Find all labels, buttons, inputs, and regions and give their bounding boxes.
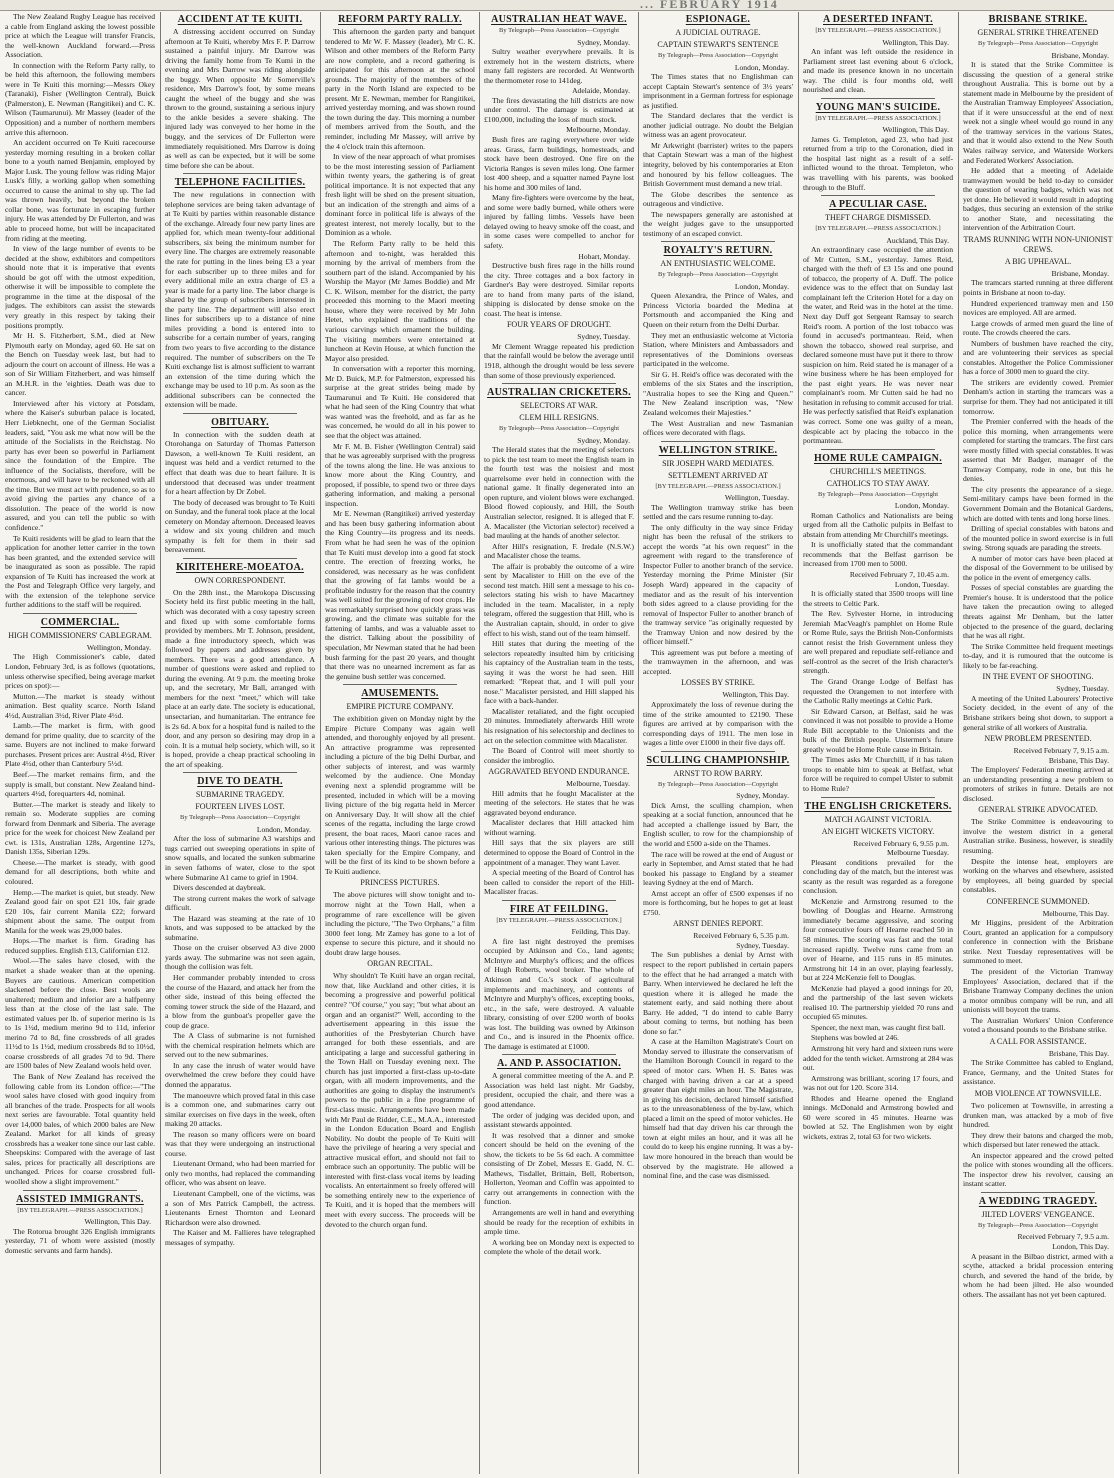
article-headline <box>484 1058 634 1070</box>
article-paragraph: The Sun publishes a denial by Arnst with respect to the report published in certain papers to the effect that he had arranged a match with Barry. When interviewed he declared he left the question where it is alleged he made the statement early, and said nothing there about Barry. He added, "I do intend to cable Barry about coming to terms, but nothing has been done so far." <box>643 950 793 1036</box>
article-paragraph: The new regulations in connection with telephone services are being taken advantage of at Te Kuiti by parties within reasonable distance of the exchange. Already four new party lines are applied for, which mean twenty-four additional subscribers, six being the minimum number for every line. The charges are extremely reasonable the rate for putting in the lines being £3 a year for each subscriber up to three miles and for every additional mile an extra charge of £3 a year is made for a party line. The labor charge is shared by the group of subscribers interested in the party line. The department will also erect lines for subscribers up to a distance of nine miles providing a bond is entered into to subscribe for a certain number of years, ranging from two years to five according to the distance required. The number of subscribers on the Te Kuiti exchange list is almost sufficient to warrant an extension of the time during which the exchange may be used to 10 p.m. As soon as the additional subscribers can be connected the extension will be made. <box>165 190 315 410</box>
article-separator <box>981 1192 1095 1193</box>
headline-text: ACCIDENT AT TE KUITI. <box>177 14 303 25</box>
article-paragraph: The Rev. Sylvester Horne, in introducing Jeremiah MacVeagh's pamphlet on Home Rule or Rome Rule, says the British Non-Conformists cannot resist the Irish Government unless they are well prepared and repudiate self-reliance and self-control as the secret of the Irish character's strength. <box>803 609 953 676</box>
headline-text: AUSTRALIAN HEAT WAVE. <box>491 14 627 25</box>
article-paragraph: Hill states that during the meeting of the selectors repeatedly insulted him by criticising his captaincy of the Australian team in the tests, saying it was the worst he had seen. Hill remarked: "Repeat that, and I will pull your nose." Macalister persisted, and Hill slapped his face with a back-hander. <box>484 639 634 706</box>
column-4 <box>484 12 634 1474</box>
dateline: Hobart, Monday. <box>578 251 630 261</box>
article-paragraph: Arrangements are well in hand and everything should be ready for the reception of exhibits in ample time. <box>484 1208 634 1237</box>
dateline: Sydney, Monday. <box>577 37 630 47</box>
article-paragraph: He added that a meeting of Adelaide tramwaymen would be held to-day to consider the question of wearing badges, which was not yet done. He believed it would result in adopting badges, thus securing an extension of the strike to another State, and necessitating the intervention of the Arbitration Court. <box>963 166 1113 233</box>
dateline: London, Monday. <box>734 281 789 291</box>
article-paragraph: The Strike Committee has cabled to England, France, Germany, and the United States for assistance. <box>963 1058 1113 1087</box>
article-paragraph: In connection with the Reform Party rally, to be held this afternoon, the following members were in Te Kuiti this morning:—Messrs Okey (Taranaki), Fisher (Wellington Central), Buick (Palmerston), E. Newman (Rangitikei) and C. K. Wilson (Taumarunui). Mr Massey (leader of the Opposition) and a number of northern members arrive this afternoon. <box>5 60 155 137</box>
article-headline <box>963 1196 1113 1208</box>
article-paragraph: Hill says that the six players are still determined to oppose the Board of Control in the appointment of a manager. They want Laver. <box>484 838 634 867</box>
article-paragraph: The Board of Control will meet shortly to consider the imbroglio. <box>484 746 634 765</box>
article-headline <box>643 445 793 457</box>
dateline: London, Monday. <box>256 824 311 834</box>
article-subheading: FOUR YEARS OF DROUGHT. <box>506 320 611 330</box>
article-paragraph: It is stated that the Strike Committee is discussing the question of a general strike throughout Australia. This is borne out by a statement made in Melbourne by the president of the Australian Tramway Employees' Association, that if it were unsuccessful at the end of next week not a single wheel would go round in any of the tramway services in the various States, and that it would also extend to the New South Wales railway service, and Waterside Workers and Federated Workers' Association. <box>963 60 1113 165</box>
article-separator <box>23 613 137 614</box>
article-paragraph: The New Zealand Rugby League has received a cable from England asking the lowest possible price at which the League will transfer Francis, the well-known Auckland forward.—Press Association. <box>5 12 155 60</box>
masthead-text: ... FEBRUARY 1914 <box>640 0 779 9</box>
article-separator <box>183 558 297 559</box>
dateline: Brisbane, Monday. <box>1051 268 1109 278</box>
article-paragraph: Hill admits that he fought Macalister at the meeting of the selectors. He states that he was aggravated beyond endurance. <box>484 788 634 817</box>
article-subheading: AN EIGHT WICKETS VICTORY. <box>821 826 935 836</box>
article-paragraph: The Globe describes the sentence as outrageous and vindictive. <box>643 189 793 209</box>
article-subheading: GENERAL STRIKE THREATENED <box>977 28 1099 37</box>
article-paragraph: The Kaiser and M. Fallieres have telegraphed messages of sympathy. <box>165 1228 315 1247</box>
article-paragraph: In any case the inrush of water would have overwhelmed the crew before they could have donned the apparatus. <box>165 1060 315 1089</box>
article-subheading: PRINCESS PICTURES. <box>360 878 440 888</box>
dateline: Brisbane, This Day. <box>1048 1048 1109 1058</box>
press-credit: [BY TELEGRAPH.—PRESS ASSOCIATION.] <box>655 482 781 490</box>
article-subheading: SETTLEMENT ARRIVED AT <box>668 470 768 480</box>
headline-text: A PECULIAR CASE. <box>829 199 927 211</box>
article-subheading: CONFERENCE SUMMONED. <box>986 896 1090 906</box>
article-paragraph: The Hazard was steaming at the rate of 10 knots, and was supposed to be attacked by the submarine. <box>165 913 315 942</box>
headline-text: AMUSEMENTS. <box>361 688 439 700</box>
article-separator <box>502 900 616 901</box>
column-rule <box>479 12 480 1474</box>
headline-text: ROYALTY'S RETURN. <box>663 245 773 257</box>
article-paragraph: An infant was left outside the residence in Parliament street last evening about 6 o'clock, and made its presence known in no uncertain way. The child is four months old, well nourished and clean. <box>803 47 953 95</box>
article-paragraph: It is unofficially stated that the commandant recommends that the Belfast garrison be increased from 1700 men to 5000. <box>803 540 953 569</box>
dateline: Received February 6, 5.35 p.m. <box>693 931 789 941</box>
article-paragraph: Lieutenant Campbell, one of the victims, was a son of Mrs Patrick Campbell, the actress. Lieutenants Ernest Thornton and Leonard Richardson were also drowned. <box>165 1189 315 1227</box>
article-paragraph: On the 28th inst., the Marokopa Discussing Society held its first public meeting in the hall, which was decorated with a cosy tapestry screen and fixed up with some comfortable forms provided by members. Mr T. Johnson, president, made a fine introductory speech, which was followed by papers and addresses given by members. There was a good attendance. A number of questions were asked and replied to during the evening. At 9 p.m. the meeting broke up, and the secretary, Mr Ball, arranged with members for the next "meet," which will take place at an early date. The society is educational, unsectarian, and humanitarian. The entrance fee is 2s 6d. A box for a hospital fund is nailed to the door, and any person so desiring may drop in a coin. It is a mutual help society, which will, so it is hoped, provide a cheap practical schooling in the art of speaking. <box>165 587 315 769</box>
dateline: London, Tuesday. <box>894 579 949 589</box>
press-credit: By Telegraph—Press Association—Copyright <box>657 52 779 59</box>
masthead-strip <box>0 0 1114 11</box>
article-separator <box>502 1054 616 1055</box>
column-7 <box>963 12 1113 1474</box>
article-paragraph: The High Commissioner's cable, dated London, February 3rd, is as follows (quotations, unless otherwise specified, being average market prices on spot):— <box>5 652 155 691</box>
article-paragraph: Mr Arkwright (barrister) writes to the papers that Captain Stewart was a man of the highest integrity, beloved by his contemporaries at Eton and honoured by his fellow colleagues. The British Government must demand a new trial. <box>643 140 793 189</box>
press-credit: By Telegraph—Press Association—Copyright <box>817 490 939 498</box>
article-paragraph: Destructive bush fires rage in the hills round the city. Three cottages and a box factory in Gardner's Bay were destroyed. Similar reports are to hand from many parts of the island, shipping is dislocated by dense smoke on the coast. The heat is intense. <box>484 261 634 318</box>
dateline: Wellington, This Day. <box>722 690 789 700</box>
article-subheading: JILTED LOVERS' VENGEANCE. <box>981 1209 1095 1219</box>
article-paragraph: After the loss of submarine A3 warships and tugs carried out sweeping operations in spite of snow squalls, and located the sunken submarine in seven fathoms of water, close to the spot where Submarine A1 came to grief in 1904. <box>165 834 315 882</box>
article-subheading: AGGRAVATED BEYOND ENDURANCE. <box>488 767 630 777</box>
dateline: Wellington, This Day. <box>882 125 949 135</box>
article-subheading: A CALL FOR ASSISTANCE. <box>989 1036 1087 1046</box>
article-paragraph: Arnst accept an offer of £500 expenses if no more is forthcoming, but he hopes to get at least £750. <box>643 888 793 917</box>
press-credit: [BY TELEGRAPH.—PRESS ASSOCIATION.] <box>815 114 941 122</box>
article-paragraph: Despite the intense heat, employers are working on the wharves and elsewhere, assisted by employees, all being guarded by special constables. <box>963 856 1113 895</box>
article-paragraph: The Times states that no Englishman can accept Captain Stewart's sentence of 3½ years' imprisonment in a German fortress for espionage as justified. <box>643 72 793 110</box>
article-paragraph: Cheese.—The market is steady, with good demand for all descriptions, both white and coloured. <box>5 857 155 887</box>
article-subheading: GENERAL STRIKE ADVOCATED. <box>978 805 1098 815</box>
article-headline <box>165 177 315 189</box>
article-paragraph: Drilling of special constables with batons and of the mounted police in sword exercise is in full swing. Strong squads are parading the streets. <box>963 524 1113 553</box>
article-paragraph: The strong current makes the work of salvage difficult. <box>165 893 315 913</box>
article-paragraph: A distressing accident occurred on Sunday afternoon at Te Kuiti, whereby Mrs F. P. Darrow sustained a painful injury. Mr Darrow was driving the family home from Te Kumi in the evening and Mrs Darrow was riding alongside the buggy. When opposite Mr Somerville's residence, Mrs Darrow's foot, by some means caught the wheel of the buggy and she was thrown to the ground, sustaining a serious injury to the ankle besides a severe shaking. The injured lady was conveyed to her home in the buggy, and the services of Dr Fullerton were immediately requisitioned. Mrs Darrow is doing as well as can be expected, but it will be some time before she can be about. <box>165 27 315 170</box>
article-paragraph: This agreement was put before a meeting of the tramwaymen in the afternoon, and was accepted. <box>643 647 793 676</box>
article-paragraph: Her commander probably intended to cross the course of the Hazard, and attack her from the other side, instead of this being effected the coming tower struck the side of the Hazard, and a blow from the gunboat's propeller gave the coup de grace. <box>165 972 315 1030</box>
dateline: Sydney, Tuesday. <box>577 332 630 342</box>
article-paragraph: Macalister retaliated, and the fight occupied 20 minutes. Immediately afterwards Hill wrote his resignation of his selectorship and declines to act on the selection committee with Macalister. <box>484 706 634 745</box>
dateline: Brisbane, This Day. <box>1048 755 1109 765</box>
article-paragraph: Two policemen at Townsville, in arresting a drunken man, was attacked by a mob of five hundred. <box>963 1101 1113 1130</box>
article-paragraph: After Hill's resignation, F. Iredale (N.S.W.) and Macalister chose the teams. <box>484 541 634 561</box>
headline-text: ASSISTED IMMIGRANTS. <box>16 1193 144 1205</box>
article-separator <box>821 98 935 99</box>
article-paragraph: Spencer, the next man, was caught first ball. <box>811 1022 946 1032</box>
dateline: Received February 6, 9.55 p.m. <box>853 838 949 848</box>
dateline: Sydney, Tuesday. <box>1056 684 1109 694</box>
article-paragraph: The Premier conferred with the heads of the police this morning, when arrangements were completed for starting the tramcars. The first cars were mostly filled with special constables. It was asserted that Mr Badger, manager of the Tramway Company, rode in one, but this he denies. <box>963 417 1113 484</box>
article-paragraph: The above pictures will show tonight and to-morrow night at the Town Hall, when a programme of rare excellence will be given including the picture, "The Two Orphans," a film 3000 feet long. Mr Zamey has gone to a lot of expense to secure this picture, and it should no doubt draw large houses. <box>325 890 475 957</box>
article-subheading: HIGH COMMISSIONERS' CABLEGRAM. <box>8 630 152 640</box>
article-paragraph: Hundred experienced tramway men and 150 novices are employed. All are armed. <box>963 298 1113 318</box>
dateline: London, Monday. <box>894 501 949 511</box>
dateline: Wellington, This Day. <box>84 1217 151 1227</box>
article-paragraph: In view of the large number of events to be decided at the show, exhibitors and competitors should note that it is imperative that events should be got off with the utmost expedition, otherwise it will be impossible to complete the programme in the time at the disposal of the judges. The exhibitors can assist the stewards very greatly in this respect by taking their positions promptly. <box>5 244 155 330</box>
article-subheading: MATCH AGAINST VICTORIA. <box>824 814 932 824</box>
article-subheading: THEFT CHARGE DISMISSED. <box>825 213 931 223</box>
article-paragraph: The only difficulty in the way since Friday night has been the refusal of the strikers to accept the words "at his own request" in the agreement with regard to the transference of Inspector Fuller to another branch of the service. Yesterday morning the Prime Minister (Sir Joseph Ward) appeared in the capacity of mediator and as the result of his intervention both sides agreed to a clause providing for the removal of Inspector Fuller to another branch of the tramway service "as originally requested by the Tramway Union and now desired by the officer himself." <box>643 522 793 647</box>
article-paragraph: Why shouldn't Te Kuiti have an organ recital, now that, like Auckland and other cities, it is becoming a progressive and powerful political centre? "Of course," you say; "but what about an organ and an organist?" Well, according to the advertisement appearing in this issue the authorities of the Presbyterian Church have arranged for both these essentials, and are anticipating a large and successful gathering in the Town Hall on Tuesday evening next. The church has just imported a first-class up-to-date organ, with all modern improvements, and the authorities are going to display the instrument's powers to the public in a fine programme of first-class music. Arrangements have been made with Mr Paul de Ridder, C.E., M.A.A., interested in the London Education Board and English Nobility. No doubt the people of Te Kuiti will have the privilege of hearing a very special and attractive musical effort, and should not fail to embrace such an opportunity. The public will be interested with first-class vocal items by leading vocalists. An entertainment so freely offered will be something entirely new to the experience of Te Kuiti, and it is hoped that the members will meet with every success. The proceeds will be devoted to the church organ fund. <box>325 971 475 1229</box>
article-paragraph: The Rotorua brought 326 English immigrants yesterday, 71 of whom were assisted (mostly domestic servants and farm hands). <box>5 1226 155 1255</box>
article-paragraph: The body of deceased was brought to Te Kuiti on Sunday, and the funeral took place at the local cemetery on Monday afternoon. Deceased leaves a widow and six young children and much sympathy is felt for them in their sad bereavement. <box>165 497 315 555</box>
article-headline <box>803 453 953 465</box>
article-paragraph: The manoeuvre which proved fatal in this case is a common one, and submarines carry out similar exercises on five days in the week, often making 20 attacks. <box>165 1090 315 1129</box>
dateline: London, Monday. <box>734 62 789 72</box>
article-separator <box>183 413 297 414</box>
article-paragraph: Dick Arnst, the sculling champion, when speaking at a social function, announced that he had accepted a challenge issued by Barr, the English sculler, to row for the championship of the world and £500 a-side on the Thames. <box>643 800 793 848</box>
article-subheading: A BIG UPHEAVAL. <box>1004 256 1072 266</box>
headline-text: A. AND P. ASSOCIATION. <box>497 1058 621 1070</box>
article-headline <box>963 14 1113 26</box>
article-separator <box>661 441 775 442</box>
article-paragraph: The Bank of New Zealand has received the following cable from its London office:—"The wool sales have closed with good inquiry from all branches of the trade. Prospects for all wools next series are favourable. Total quantity held over 14,000 bales, of which 2000 bales are New Zealand. Market for all kinds of greasy crossbreds has a weaker tone since our last cable. Sheepskins: Compared with the average of last sales, prices for practically all descriptions are unchanged. Prices for coarse crossbred full-woolled show a slight improvement." <box>5 1071 155 1186</box>
article-separator <box>821 449 935 450</box>
article-paragraph: Divers descended at daybreak. <box>173 883 266 893</box>
article-paragraph: McKenzie had played a good innings for 20, and the partnership of the last seven wickets realised 10. The partnership yielded 70 runs and occupied 65 minutes. <box>803 983 953 1022</box>
dateline: Melbourne, Monday. <box>566 125 630 135</box>
press-credit: [BY TELEGRAPH.—PRESS ASSOCIATION.] <box>815 225 941 233</box>
article-paragraph: The Reform Party rally to be held this afternoon and to-night, was heralded this morning by the arrival of members from the southern part of the island. Accompanied by his Worship the Mayor (Mr James Boddie) and Mr C. K. Wilson, member for the district, the party proceeded this morning to the Maori meeting house, where they were received by Mr John Hetet, who explained the traditions of the various carvings which ornament the building. The visiting members were entertained at luncheon at Kevin House, at which function the Mayor also presided. <box>325 239 475 363</box>
headline-text: A DESERTED INFANT. <box>823 14 933 25</box>
article-paragraph: A working bee on Monday next is expected to complete the whole of the detail work. <box>484 1237 634 1257</box>
article-headline <box>484 904 634 916</box>
column-2 <box>165 12 315 1474</box>
article-subheading: CATHOLICS TO STAY AWAY. <box>826 478 930 488</box>
article-headline <box>803 199 953 211</box>
dateline: Melbourne, This Day. <box>1042 908 1109 918</box>
article-paragraph: Mr F. M. B. Fisher (Wellington Central) said that he was agreeably surprised with the progress of the towns along the line. He was anxious to know more about the King Country, and proposed, if possible, to spend two or three days gathering information, and making a personal inspection. <box>325 441 475 508</box>
article-separator <box>661 241 775 242</box>
article-subheading: ARNST DENIES REPORT. <box>672 919 764 929</box>
article-paragraph: A case at the Hamilton Magistrate's Court on Monday served to illustrate the conservatism of the Hamilton Borough Council in regard to the speed of motor cars. When H. S. Bates was charged with having driven a car at a speed greater than eight miles an hour. The Magistrate, in giving his decision, declared himself satisfied as to the unreasonableness of the by-law, which placed a limit on the speed of motor vehicles. He himself had that day driven his car through the town at eight miles an hour, and it was all he could do to keep his engine running. It was a by-law more honoured in the breach than would be observed by the magistrate. He allowed a nominal fine, and the case was dismissed. <box>643 1037 793 1181</box>
headline-text: KIRITEHERE-MOEATOA. <box>176 561 304 573</box>
headline-text: TELEPHONE FACILITIES. <box>174 177 306 189</box>
article-paragraph: The Herald states that the meeting of selectors to pick the test team to meet the English team in the fourth test was the noisiest and most quarrelsome ever held in connection with the national game. It finally degenerated into an open rupture, and violent blows were exchanged. Blood flowed copiously, and Hill, the South Australian selector, resigned. It is alleged that F. A. Macalister (the Victorian selector) received a bad mauling at the hands of another selector. <box>484 445 634 541</box>
press-credit: By Telegraph—Press Association—Copyright <box>977 1221 1099 1229</box>
headline-text: WELLINGTON STRIKE. <box>658 444 778 456</box>
article-separator <box>821 797 935 798</box>
press-credit: By Telegraph—Press Association—Copyright <box>977 40 1099 47</box>
article-paragraph: A general committee meeting of the A. and P. Association was held last night. Mr Gadsby, president, occupied the chair, and there was a good attendance. <box>484 1071 634 1109</box>
article-headline <box>165 14 315 26</box>
article-headline <box>5 1194 155 1206</box>
article-subheading: LOSSES BY STRIKE. <box>681 678 755 688</box>
article-headline <box>325 688 475 700</box>
column-5 <box>643 12 793 1474</box>
headline-text: SCULLING CHAMPIONSHIP. <box>646 754 790 766</box>
dateline: Brisbane, Monday. <box>1051 50 1109 60</box>
press-credit: By Telegraph—Press Association—Copyright <box>657 271 779 279</box>
article-paragraph: The Wellington tramway strike has been settled and the cars resume running to-day. <box>643 502 793 522</box>
article-paragraph: The A Class of submarine is not furnished with the chemical respiration helmets which are served out to the new submarines. <box>165 1031 315 1060</box>
article-paragraph: They drew their batons and charged the mob, which dispersed but later renewed the attack. <box>963 1130 1113 1150</box>
article-paragraph: A peasant in the Bilbao district, armed with a scythe, attacked a bridal procession entering church, and severed the hand of the bride, by whom he had been jilted. He also wounded others. The assailant has not yet been captured. <box>963 1251 1113 1299</box>
dateline: Melbourne Tuesday. <box>887 848 949 858</box>
article-headline <box>803 14 953 26</box>
headline-text: OBITUARY. <box>211 416 269 428</box>
press-credit: By Telegraph—Press Association—Copyright <box>179 814 301 822</box>
article-paragraph: A fire last night destroyed the premises occupied by Atkinson and Co., land agents; McIntyre and Murphy's offices; and the offices of Hugh Roberts, wool broker. The whole of Atkinson and Co.'s stock of agricultural implements and machinery, and contents of McIntyre and Murphy's offices, excepting books, etc., in the safe, were destroyed. A valuable library, consisting of over £200 worth of books was lost. The building was owned by Atkinson and Co., and is insured in the Phoenix office. The damage is estimated at £1000. <box>484 936 634 1051</box>
press-credit: [BY TELEGRAPH.—PRESS ASSOCIATION.] <box>496 916 622 924</box>
article-paragraph: The Australian Workers' Union Conference voted a thousand pounds to the Brisbane strike. <box>963 1015 1113 1035</box>
article-subheading: SELECTORS AT WAR. <box>520 401 598 411</box>
article-paragraph: James G. Templeton, aged 23, who had just returned from a trip to the Coronation, died in the hospital last night as a result of a self-inflicted wound to the throat. Templeton, who was travelling with his parents, was booked through to the Bluff. <box>803 134 953 192</box>
press-credit: By Telegraph—Press Association—Copyright <box>498 27 620 34</box>
article-paragraph: In conversation with a reporter this morning, Mr D. Buick, M.P. for Palmerston, expressed his surprise at the great strides being made by Taumarunui and Te Kuiti. He considered that what he had seen of the King Country that what was wanted was the freehold, and as far as he was concerned, he would do all in his power to see that the object was attained. <box>325 364 475 440</box>
article-paragraph: A meeting of the United Labourers' Protective Society decided, in the event of any of the Brisbane strikers being shot down, to support a general strike of all workers of Australia. <box>963 693 1113 732</box>
article-paragraph: The Employers' Federation meeting arrived at an understanding presenting a new problem to promoters of strikes in future. Details are not disclosed. <box>963 765 1113 803</box>
column-rule <box>798 12 799 1474</box>
article-paragraph: Sir G. H. Reid's office was decorated with the emblems of the six States and the inscription, "Australia hopes to see the King and Queen." The New Zealand inscription was, "New Zealand welcomes their Majesties." <box>643 369 793 417</box>
dateline: Received February 7, 10.45 a.m. <box>849 569 949 579</box>
article-subheading: CHURCHILL'S MEETINGS. <box>829 466 927 476</box>
article-paragraph: The president of the Victorian Tramway Employees' Association, declared that if the Brisbane Tramway Company declines the union a motor omnibus company will be run, and all unionists will boycott the trams. <box>963 966 1113 1015</box>
article-paragraph: The tramcars started running at three different points in Brisbane at noon to-day. <box>963 278 1113 297</box>
article-subheading: SIR JOSEPH WARD MEDIATES. <box>662 458 774 468</box>
article-paragraph: The Times asks Mr Churchill, if it has taken troops to enable him to speak at Belfast, what force will be required to compel Ulster to submit to Home Rule? <box>803 755 953 793</box>
article-paragraph: In connection with the sudden death at Otorohanga on Saturday of Thomas Patterson Dawson, a well-known Te Kuiti resident, an inquest was held and a verdict returned to the effect that death was due to heart failure. It is understood that deceased was under treatment for a heart affection by Dr Zobel. <box>165 429 315 497</box>
article-paragraph: The exhibition given on Monday night by the Empire Picture Company was again well attended, and thoroughly enjoyed by all present. An attractive programme was represented including a picture of the big Delhi Durbar, and other subjects of interest, and was warmly welcomed by the audience. One Monday evening next a splendid programme will be presented, included in which will be a moving living picture of the big regatta held in Mercer on Anniversary Day. It will show all the chief scenes of the regatta, including the large crowd present, the boat races, Maori canoe races and various other interesting things. The pictures was taken specially for the Empire Company, and will be the first of its kind to be shown before a Te Kuiti audience. <box>325 714 475 876</box>
article-paragraph: The Standard declares that the verdict is another judicial outrage. No doubt the Belgian witness was an agent provocateur. <box>643 111 793 140</box>
article-separator <box>183 772 297 773</box>
article-subheading: SUBMARINE TRAGEDY. <box>195 790 285 800</box>
article-paragraph: The strikers are evidently cowed. Premier Denham's action in starting the tramcars was a surprise for them. They had not anticipated it till tomorrow. <box>963 377 1113 416</box>
column-rule <box>958 12 959 1474</box>
article-paragraph: Rhodes and Hearne opened the England innings. McDonald and Armstrong bowled and 60 were scored in 45 minutes. Hearne was bowled at 52. The Englishmen won by eight wickets, extras 2, total 63 for two wickets. <box>803 1093 953 1141</box>
dateline: Feilding, This Day. <box>571 927 630 937</box>
press-credit: [BY TELEGRAPH.—PRESS ASSOCIATION.] <box>17 1206 143 1214</box>
article-subheading: AN ENTHUSIASTIC WELCOME. <box>660 259 776 269</box>
article-subheading: CAPTAIN STEWART'S SENTENCE <box>657 40 779 49</box>
article-paragraph: The affair is probably the outcome of a wire sent by Macalister to Hill on the eve of the second test match. Hill sent a message to his co-selectors stating his wish to have Macartney included in the team. Macalister, in a reply telegram, offered the suggestion that Hill, who is the Australian captain, should, in order to give effect to his wish, stand out of the team himself. <box>484 561 634 638</box>
article-subheading: EMPIRE PICTURE COMPANY. <box>346 702 454 712</box>
article-headline <box>5 617 155 629</box>
dateline: Wellington, Tuesday. <box>724 493 789 503</box>
dateline: Adelaide, Monday. <box>572 86 630 96</box>
article-paragraph: Macalister declares that Hill attacked him without warning. <box>484 818 634 837</box>
article-separator <box>343 684 457 685</box>
article-paragraph: The reason so many officers were on board was that they were undergoing an instructional course. <box>165 1129 315 1158</box>
article-subheading: TRAMS RUNNING WITH NON-UNIONIST CREWS. <box>963 234 1113 254</box>
article-paragraph: Hemp.—The market is quiet, but steady. New Zealand good fair on spot £21 10s, fair grade £20 10s, fair current Manila £22; forward shipment about the same. The output from Manila for the week was 29,000 bales. <box>5 887 155 935</box>
article-paragraph: Mr E. Newman (Rangitikei) arrived yesterday and has been busy gathering information about the King Country—its progress and its needs. From what he had seen he was of the opinion that Te Kuiti must develop into a good fat stock centre. The erection of freezing works, he considered, was necessary as he was confident that the growing of fat lambs would be a profitable industry for the reason that the country was well suited for the growing of root crops. He was remarkably surprised how quickly grass was growing, and the climate was suitable for the fattening of lambs, and was a valuable asset to the district. Talking about the possibility of speculation, Mr Newman stated that he had been bush farming for the past 20 years, and thought that there was no unearned increment as far as the genuine bush settler was concerned. <box>325 509 475 681</box>
article-paragraph: They met an enthusiastic welcome at Victoria Station, where Ministers and Ambassadors and representatives of the Dominions overseas participated in the welcome. <box>643 330 793 369</box>
headline-text: COMMERCIAL. <box>40 616 120 628</box>
article-paragraph: Mutton.—The market is steady without animation. Best quality scarce. North Island 4½d, Australian 3½d, River Plate 4½d. <box>5 691 155 720</box>
article-subheading: A JUDICIAL OUTRAGE. <box>675 28 761 37</box>
article-subheading: MOB VIOLENCE AT TOWNSVILLE. <box>974 1089 1102 1098</box>
article-paragraph: Hops.—The market is firm. Grading has reduced supplies. English £13, Californian £12. <box>5 936 155 955</box>
press-credit: [BY TELEGRAPH.—PRESS ASSOCIATION.] <box>815 27 941 34</box>
article-paragraph: Lieutenant Ormand, who had been married for only two months, had replaced the commanding officer, who was absent on leave. <box>165 1159 315 1188</box>
dateline: Wellington, This Day. <box>882 37 949 47</box>
article-paragraph: The Grand Orange Lodge of Belfast has requested the Orangemen to not interfere with the Catholic Rally meetings at Celtic Park. <box>803 676 953 706</box>
article-subheading: IN THE EVENT OF SHOOTING. <box>982 672 1094 682</box>
article-headline <box>325 14 475 26</box>
headline-text: ESPIONAGE. <box>685 14 751 25</box>
article-paragraph: The race will be rowed at the end of August or early in September, and Arnst stated that he had booked his passage to England by a steamer leaving Sydney at the end of March. <box>643 849 793 888</box>
article-paragraph: Those on the cruiser observed A3 dive 2000 yards away. The submarine was not seen again, though the collision was felt. <box>165 943 315 972</box>
article-paragraph: McKenzie and Armstrong resumed to the bowling of Douglas and Hearne. Armstrong immediately became aggressive, and scoring four consecutive fours off Hearne reached 50 in 58 minutes. The scoring was fast and the total increased rapidly. Twelve runs came from an over of Hearne, and 115 runs in 85 minutes. Armstrong hit 14 in an over, playing fearlessly, but at 224 McKenzie fell to Douglas. <box>803 896 953 983</box>
article-paragraph: Mr Higgins, president of the Arbitration Court, granted an application for a compulsory conference in connection with the Brisbane strike. Next Tuesday representatives will be summoned to meet. <box>963 918 1113 966</box>
article-subheading: ORGAN RECITAL. <box>367 959 433 969</box>
article-paragraph: Bush fires are raging everywhere over wide areas. Grass, farm buildings, homesteads, and stock have been destroyed. One fire on the Victoria Ranges is seven miles long. One farmer lost 400 sheep, and a squatter named Payne lost his home and 300 miles of land. <box>484 134 634 192</box>
headline-text: FIRE AT FEILDING. <box>509 903 609 915</box>
article-paragraph: Sir Edward Carson, at Belfast, said he was convinced it was not possible to provide a Home Rule Bill acceptable to the Unionists and the bulk of the British people. Ulstermen's future greatly would be Home Rule cause in Britain. <box>803 706 953 754</box>
article-paragraph: Roman Catholics and Nationalists are being urged from all the Catholic pulpits in Belfast to abstain from attending Mr Churchill's meetings. <box>803 510 953 539</box>
article-paragraph: Pleasant conditions prevailed for the concluding day of the match, but the interest was scanty as the result was regarded as a foregone conclusion. <box>803 857 953 896</box>
headline-text: YOUNG MAN'S SUICIDE. <box>815 101 941 113</box>
article-paragraph: A special meeting of the Board of Control has been called to consider the report of the Hill-Macalister fracas. <box>484 868 634 897</box>
headline-text: REFORM PARTY RALLY. <box>338 14 462 25</box>
article-headline <box>165 562 315 574</box>
dateline: London, This Day. <box>1052 1241 1109 1251</box>
article-headline <box>165 776 315 788</box>
article-paragraph: Sultry weather everywhere prevails. It is extremely hot in the western districts, where many fall registers are recorded. At Wentworth the thermometer rose to 141deg. <box>484 47 634 85</box>
article-headline <box>165 417 315 429</box>
article-separator <box>661 751 775 752</box>
column-rule <box>160 12 161 1474</box>
column-6 <box>803 12 953 1474</box>
article-separator <box>23 1190 137 1191</box>
article-paragraph: The Strike Committee held frequent meetings to-day, and it is rumoured that the outcome is likely to be far-reaching. <box>963 641 1113 670</box>
headline-text: AUSTRALIAN CRICKETERS. <box>487 387 631 399</box>
article-paragraph: The Strike Committee is endeavouring to involve the western district in a general Australian strike. Business, however, is steadily resuming. <box>963 817 1113 855</box>
column-rule <box>320 12 321 1474</box>
article-paragraph: Interviewed after his victory at Potsdam, where the Kaiser's suburban palace is located, Herr Liebknecht, one of the German Socialist leaders, said, "You ask me what now will be the attitude of the Socialists in the Reichstag. No party has ever been so powerful in Parliament since the foundation of the Empire. The influence of the Socialists, therefore, will be enormous, and will have to be reckoned with all the time. But we must act with prudence, so as to avoid giving the parties any chance of a dissolution. The peace of the world is now assured, and you can tell the public so with confidence." <box>5 398 155 532</box>
article-paragraph: The fires devastating the hill districts are now under control. The damage is estimated at £100,000, including the loss of much stock. <box>484 95 634 124</box>
dateline: Sydney, Tuesday. <box>736 940 789 950</box>
headline-text: A WEDDING TRAGEDY. <box>978 1195 1098 1207</box>
article-paragraph: The West Australian and new Tasmanian offices were decorated with flags. <box>643 418 793 438</box>
article-paragraph: Te Kuiti residents will be glad to learn that the application for another letter carrier in the town has been granted, and the extended service will be inaugurated as soon as possible. The rapid expansion of Te Kuiti has increased the work at the Post and Telegraph Office very largely, and with the extension of the telephone service further additions to the staff will be required. <box>5 533 155 610</box>
dateline: Auckland, This Day. <box>886 235 949 245</box>
article-paragraph: Queen Alexandra, the Prince of Wales, and Princess Victoria boarded the Medina at Portsmouth and accompanied the King and Queen on their return from the Delhi Durbar. <box>643 291 793 330</box>
headline-text: DIVE TO DEATH. <box>197 776 283 788</box>
dateline: Sydney, Monday. <box>736 791 789 801</box>
article-paragraph: Numbers of bushmen have reached the city, and are volunteering their services as special constables. Altogether the Police Commissioner has a force of 3000 men to guard the city. <box>963 338 1113 377</box>
article-separator <box>183 173 297 174</box>
article-paragraph: Lamb.—The market is firm, with good demand for prime quality, due to scarcity of the same. Buyers are not inclined to make forward purchases. Present prices are: Austral 4½d, River Plate 4½d, other than Canterbury 5½d. <box>5 721 155 769</box>
article-separator <box>821 195 935 196</box>
column-3 <box>325 12 475 1474</box>
article-headline <box>643 245 793 257</box>
dateline: Received February 7, 9.5 a.m. <box>1017 1232 1109 1242</box>
article-paragraph: Large crowds of armed men guard the line of route. The crowds cheered the cars. <box>963 318 1113 338</box>
article-paragraph: Stephens was bowled at 246. <box>811 1033 899 1043</box>
column-1 <box>5 12 155 1474</box>
press-credit: By Telegraph—Press Association—Copyright <box>498 425 620 433</box>
dateline: Sydney, Monday. <box>577 435 630 445</box>
article-subheading: FOURTEEN LIVES LOST. <box>195 802 285 812</box>
article-headline <box>803 801 953 813</box>
article-paragraph: Mr Clement Wragge repeated his prediction that the rainfall would be below the average until 1918, although the drought would be less severe than some of those previously experienced. <box>484 341 634 380</box>
dateline: Melbourne, Tuesday. <box>566 779 630 789</box>
headline-text: THE ENGLISH CRICKETERS. <box>804 800 952 812</box>
article-subheading: CLEM HILL RESIGNS. <box>519 413 599 423</box>
article-paragraph: Butter.—The market is steady and likely to remain so. Moderate supplies are coming forward from Denmark and Siberia. The average price for the week for choicest New Zealand per cwt. is 131s, Australian 128s, Argentine 127s, Danish 135s, Siberian 129s. <box>5 799 155 857</box>
article-headline <box>643 755 793 767</box>
article-paragraph: Approximately the loss of revenue during the time of the strike amounted to £2190. These figures are arrived at by comparison with the corresponding days of 1911. The men lose in wages a little over £1000 in their five days off. <box>643 700 793 748</box>
article-paragraph: Posses of special constables are guarding the Premier's house. It is understood that the police have taken the precaution owing to alleged threats against Mr Denham, but the latter objected to the presence of the guard, declaring that he was all right. <box>963 583 1113 641</box>
article-paragraph: In view of the near approach of what promises to be the most interesting session of Parliament within twenty years, the gathering is of great political importance. It is not expected that any fresh light will be shed on the present situation, but an indication of the strength and aims of a dominant force in political life is always of the greatest interest, not merely locally, but to the Dominion as a whole. <box>325 152 475 238</box>
headline-text: BRISBANE STRIKE. <box>988 14 1088 25</box>
article-paragraph: Beef.—The market remains firm, and the supply is small, but constant. New Zealand hind-quarters 4½d, forequarters 4d, nominal. <box>5 770 155 799</box>
article-subheading: ARNST TO ROW BARRY. <box>673 768 763 778</box>
article-headline <box>484 14 634 26</box>
article-paragraph: It was resolved that a dinner and smoke concert should be held on the evening of the show, the tickets to be 5s 6d each. A committee consisting of Dr Zobel, Messrs E. Gadd, N. C. Mathews, Tisdallet, Brittain, Bell, Robertson, Hollerton, Yeoman and Coffin was appointed to carry out arrangements in connection with the function. <box>484 1130 634 1207</box>
article-paragraph: Mr H. S. Fitzherbert, S.M., died at New Plymouth early on Monday, aged 60. He sat on the Bench on Tuesday week last, but had to adjourn the court on account of illness. He was a son of Sir William Fitzherbert, and was himself an M.H.R. in the 'eighties. Death was due to cancer. <box>5 331 155 398</box>
article-paragraph: Armstrong was brilliant, scoring 17 fours, and was not out for 120. Score 314. <box>803 1073 953 1093</box>
article-subheading: NEW PROBLEM PRESENTED. <box>984 734 1092 744</box>
dateline: Wellington, Monday. <box>86 642 151 652</box>
article-paragraph: It is officially stated that 3500 troops will line the streets to Celtic Park. <box>803 589 953 608</box>
article-paragraph: The order of judging was decided upon, and assistant stewards appointed. <box>484 1110 634 1130</box>
article-headline <box>803 102 953 114</box>
article-paragraph: An extraordinary case occupied the attention of Mr Cutten, S.M., yesterday. James Reid, charged with the theft of £3 15s and one pound of tobacco, the property of A. Duff. The police evidence was to the effect that on Sunday last complainant left the Criterion Hotel for a day on the water, and Reid was in the hotel at the time. Next day Duff got Sergeant Ramsay to search Reid's room. A portion of the lost tobacco was found in accused's portmanteau. Reid, when shown the tobacco, showed real surprise, and declared someone must have put it there to throw suspicion on him. Reid stated he is manager of a wine business where he has been employed for the past eight years. He was never near complainant's room. Mr Cutten said he had no hesitation in refusing to commit accused for trial. He was perfectly satisfied that Reid's explanation was correct. Some one was guilty of a mean, despicable act by placing the tobacco in the portmanteau. <box>803 245 953 446</box>
article-subheading: OWN CORRESPONDENT. <box>194 575 286 585</box>
article-paragraph: An inspector appeared and the crowd pelted the police with stones wounding all the officers. The inspector drew his revolver, causing an instant scatter. <box>963 1150 1113 1189</box>
article-headline <box>484 387 634 399</box>
article-paragraph: The newspapers generally are astonished at the weight judges gave to the unsupported testimony of an escaped convict. <box>643 209 793 238</box>
article-paragraph: An accident occurred on Te Kuiti racecourse yesterday morning resulting in a broken collar bone to a youth named Benjamin, employed by Major Lusk. The young fellow was riding Major Lusk's filly, a working gallop when something occurred to cause the animal to shy up. The lad was thrown heavily, but beyond the broken collar bone, was fortunate in escaping further injury. He was attended by Dr Fullerton, and was able to proceed home, but will be incapacitated from riding at the meeting. <box>5 138 155 243</box>
article-paragraph: Many fire-fighters were overcome by the heat, and some were badly burned, while others were injured by falling limbs. Vessels have been delayed owing to heavy smoke off the coast, and in some cases were compelled to anchor for safety. <box>484 193 634 250</box>
dateline: Received February 7, 9.15 a.m. <box>1013 746 1109 756</box>
article-headline <box>643 14 793 26</box>
article-paragraph: A number of motor cars have been placed at the disposal of the Government to be utilised by the police in the event of emergency calls. <box>963 553 1113 582</box>
column-rule <box>638 12 639 1474</box>
article-paragraph: This afternoon the garden party and banquet tendered to Mr W. F. Massey (leader), Mr C. K. Wilson and other members of the Reform Party are now complete, and a record gathering is anticipated for this afternoon at the school grounds. The majority of the members of the party in the North Island are expected to be present. Mr E. Newman, member for Rangitikei, arrived yesterday morning, and was shown round the town during the day. This morning a number of members arrived from the South, and the reminder, including Mr Massey, will arrive by the 4 o'clock train this afternoon. <box>325 27 475 151</box>
article-paragraph: The city presents the appearance of a siege. Semi-military camps have been formed in the Government Domain and the Botanical Gardens, which are dotted with tents and long horse lines. <box>963 484 1113 523</box>
press-credit: By Telegraph—Press Association—Copyright <box>657 780 779 788</box>
headline-text: HOME RULE CAMPAIGN. <box>813 452 942 464</box>
article-paragraph: Wool.—The sales have closed, with the market a shade weaker than at the opening. Buyers are cautious. American competition slackened before the close. Best wools are unaltered; medium and inferior are a halfpenny less than at the close of the last sale. The estimated values per lb. of superior merino is 1s to 1s 1½d, medium merino 9d to 11d, inferior merino 7d to 8d, fine crossbreds of all grades 11½d to 1s 1½d, medium crossbreds 8d to 10½d, coarse crossbreds of all grades 7d to 9d. There are 1500 bales of New Zealand wools held over. <box>5 956 155 1071</box>
article-paragraph: Armstrong hit very hard and sixteen runs were added for the tenth wicket. Armstrong at 284 was out. <box>803 1044 953 1073</box>
article-separator <box>502 383 616 384</box>
